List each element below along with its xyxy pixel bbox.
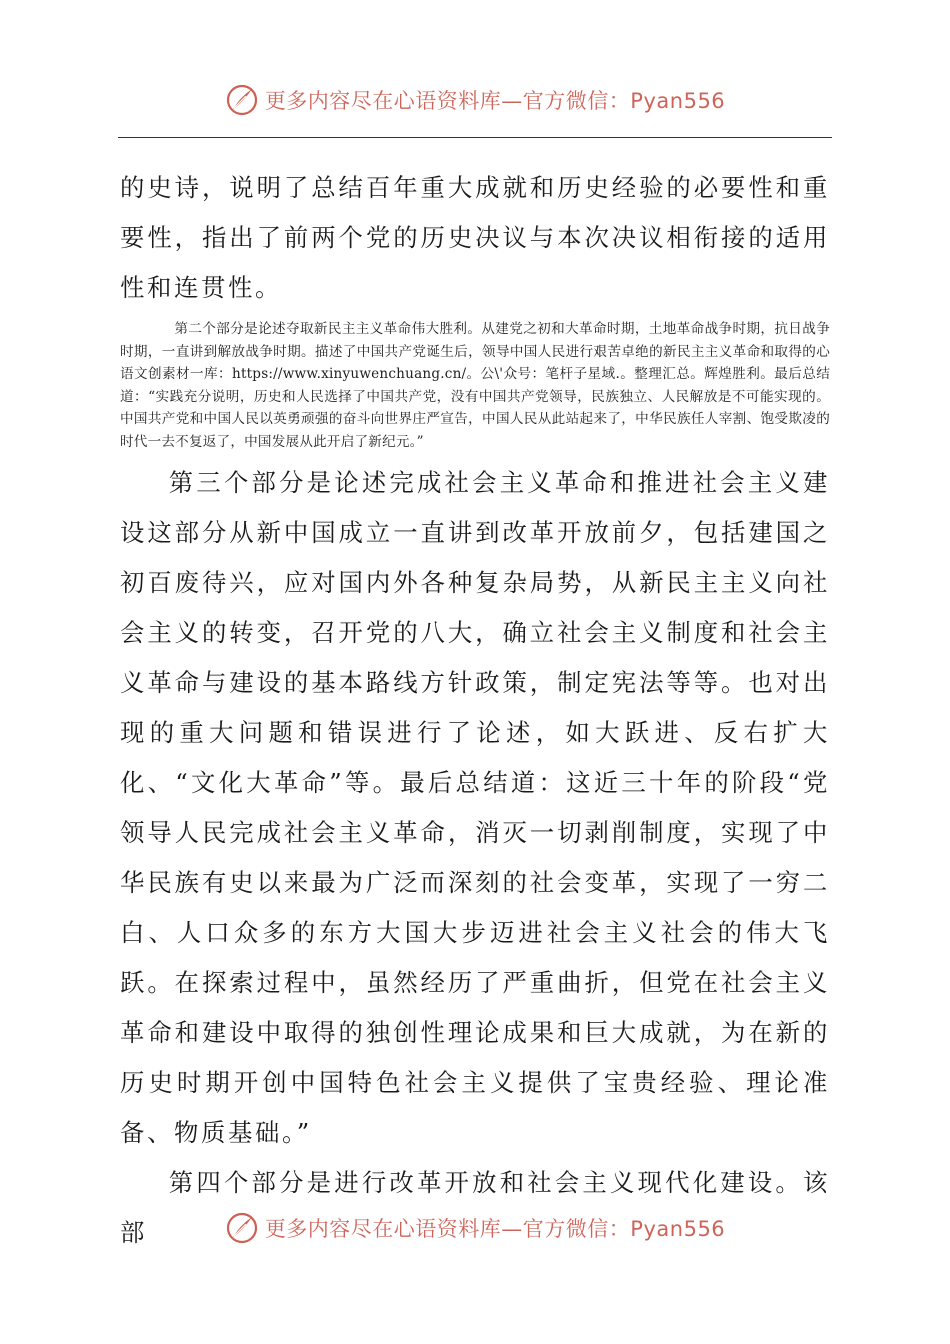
paragraph-1: 的史诗，说明了总结百年重大成就和历史经验的必要性和重要性，指出了前两个党的历史决议与本次决议相衔接的适用性和连贯性。 bbox=[120, 173, 830, 302]
quill-pen-circle-icon bbox=[225, 83, 259, 117]
document-body bbox=[120, 163, 830, 1258]
header-divider bbox=[118, 137, 832, 138]
footer-banner bbox=[0, 1208, 950, 1248]
header-banner bbox=[0, 80, 950, 120]
header-banner-text: 更多内容尽在心语资料库—官方微信：Pyan556 bbox=[264, 89, 726, 113]
paragraph-3: 第三个部分是论述完成社会主义革命和推进社会主义建设这部分从新中国成立一直讲到改革开放前夕，包括建国之初百废待兴，应对国内外各种复杂局势，从新民主主义向社会主义的转变，召开党的八大，确立社会主义制度和社会主义革命与建设的基本路线方针政策，制定宪法等等。也对出现的重大问题和错误进行了论述，如大跃进、反右扩大化、“文化大革命”等。最后总结道：这近三十年的阶段“党领导人民完成社会主义革命，消灭一切剥削制度，实现了中华民族有史以来最为广泛而深刻的社会变革，实现了一穷二白、人口众多的东方大国大步迈进社会主义社会的伟大飞跃。在探索过程中，虽然经历了严重曲折，但党在社会主义革命和建设中取得的独创性理论成果和巨大成就，为在新的历史时期开创中国特色社会主义提供了宝贵经验、理论准备、物质基础。” bbox=[120, 467, 830, 1147]
paragraph-4: 第四个部分是进行改革开放和社会主义现代化建设。该部 bbox=[120, 1167, 830, 1247]
quill-pen-circle-icon bbox=[225, 1211, 259, 1245]
paragraph-2-small: 第二个部分是论述夺取新民主主义革命伟大胜利。从建党之初和大革命时期，土地革命战争时期，抗日战争时期，一直讲到解放战争时期。描述了中国共产党诞生后，领导中国人民进行艰苦卓绝的新民主主义革命和取得的心语文创素材一库：https://www.xinyuwenchuang.cn/。公\'众号：笔杆子星域.。整理汇总。辉煌胜利。最后总结道：“实践充分说明，历史和人民选择了中国共产党，没有中国共产党领导，民族独立、人民解放是不可能实现的。中国共产党和中国人民以英勇顽强的奋斗向世界庄严宣告，中国人民从此站起来了，中华民族任人宰割、饱受欺凌的时代一去不复返了，中国发展从此开启了新纪元。” bbox=[120, 321, 830, 450]
footer-banner-text: 更多内容尽在心语资料库—官方微信：Pyan556 bbox=[264, 1217, 726, 1241]
